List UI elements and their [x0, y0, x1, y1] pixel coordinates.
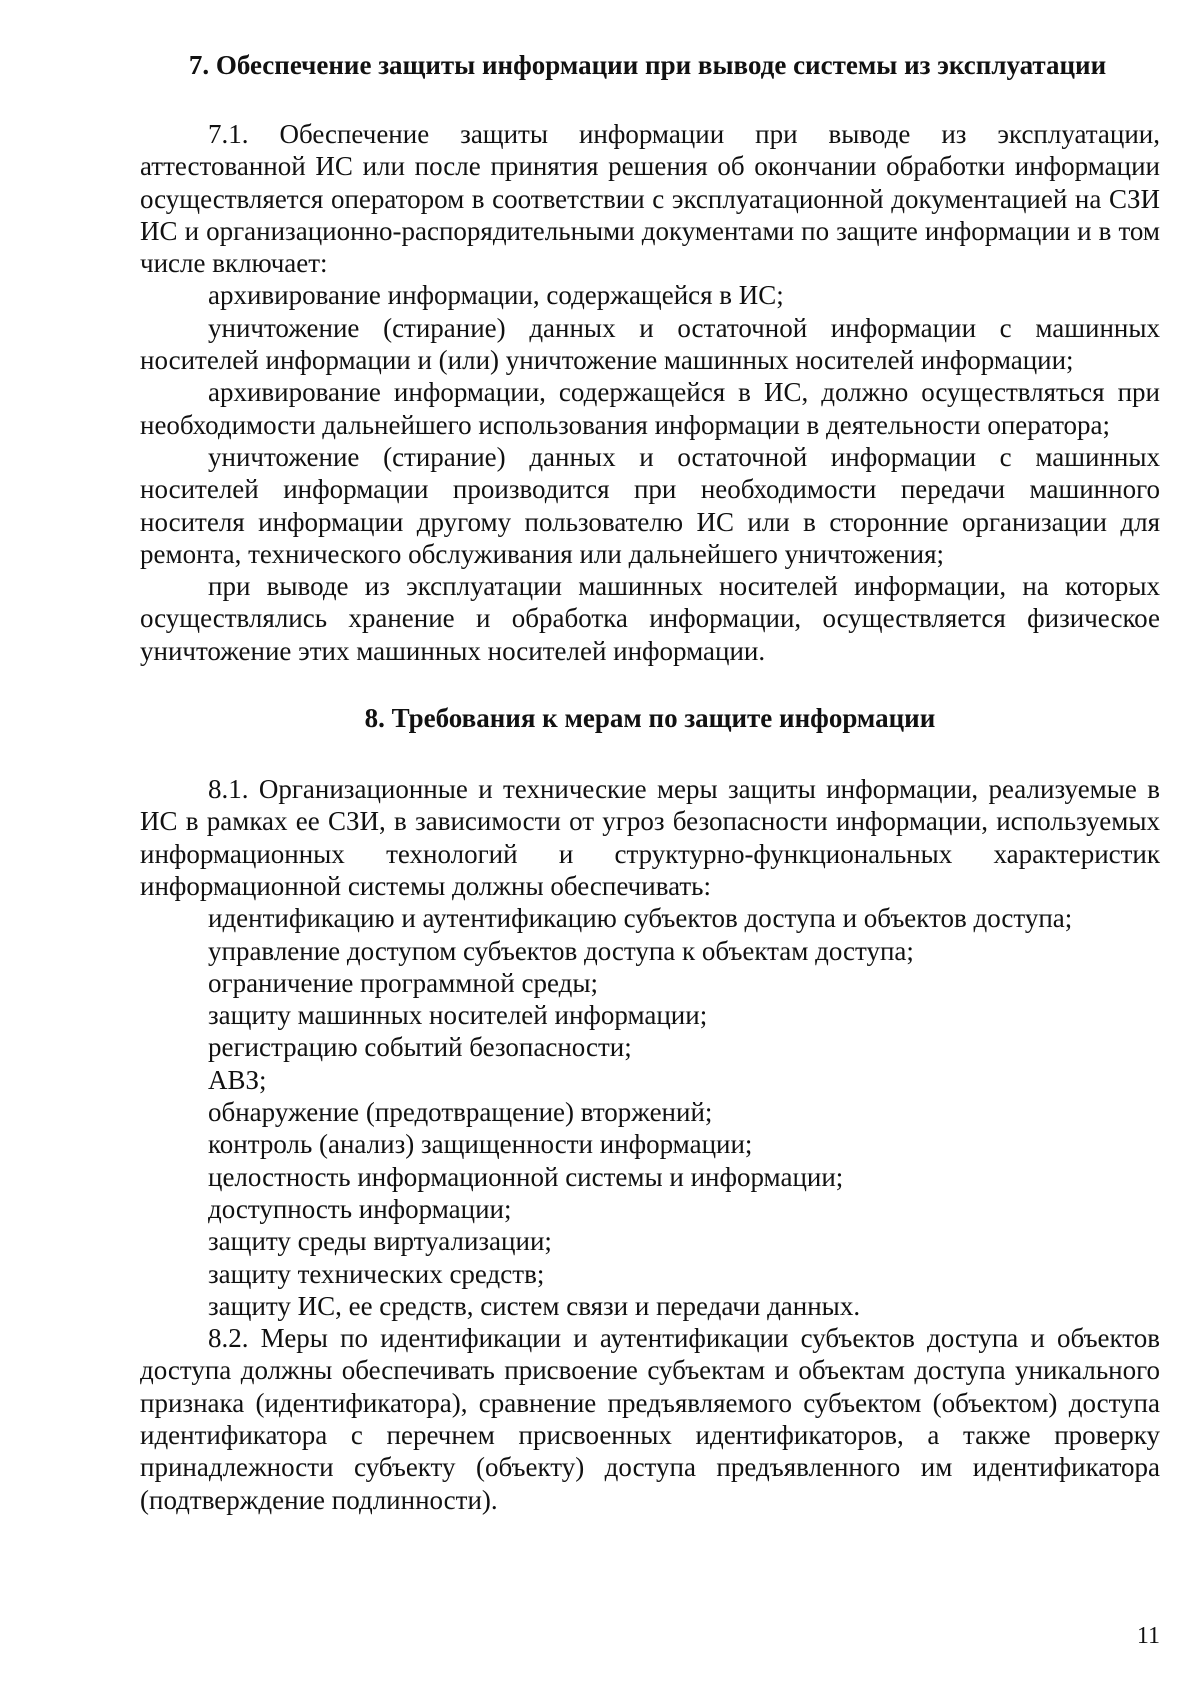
section-7-1-paragraph: 7.1. Обеспечение защиты информации при выводе из эксплуатации, аттестованной ИС или после принятия решения об окончании обработки информации осуществляется оператором в соответствии с эксплуатационной документацией на СЗИ ИС и организационно-распорядительными документами по защите информации и в том числе включает:	[140, 119, 1160, 279]
page-number: 11	[1136, 1623, 1160, 1649]
section-8-2-paragraph: 8.2. Меры по идентификации и аутентификации субъектов доступа и объектов доступа должны обеспечивать присвоение субъектам и объектам доступа уникального признака (идентификатора), сравнение предъявляемого субъектом (объектом) доступа идентификатора с перечнем присвоенных идентификаторов, а также проверку принадлежности субъекту (объекту) доступа предъявленного им идентификатора (подтверждение подлинности).	[140, 1323, 1160, 1515]
section-8-1-measures-list	[140, 902, 1160, 1322]
measure-list-item: идентификацию и аутентификацию субъектов доступа и объектов доступа;	[208, 903, 1073, 934]
section-7-list-item: при выводе из эксплуатации машинных носителей информации, на которых осуществлялись хранение и обработка информации, осуществляется физическое уничтожение этих машинных носителей информации.	[140, 571, 1160, 666]
measure-list-item: защиту ИС, ее средств, систем связи и передачи данных.	[208, 1290, 861, 1321]
section-7-list-item: уничтожение (стирание) данных и остаточной информации с машинных носителей информации и (или) уничтожение машинных носителей информации;	[140, 312, 1160, 376]
measure-list-item: управление доступом субъектов доступа к объектам доступа;	[208, 935, 914, 966]
measure-list-item: АВЗ;	[208, 1064, 267, 1095]
document-page	[140, 48, 1160, 1516]
measure-list-item: целостность информационной системы и информации;	[208, 1161, 844, 1192]
measure-list-item: защиту технических средств;	[208, 1258, 545, 1289]
measure-list-item: защиту среды виртуализации;	[208, 1226, 552, 1257]
section-7-list-item: архивирование информации, содержащейся в ИС, должно осуществляться при необходимости дальнейшего использования информации в деятельности оператора;	[140, 377, 1160, 440]
measure-list-item: ограничение программной среды;	[208, 967, 598, 998]
measure-list-item: защиту машинных носителей информации;	[208, 1000, 708, 1031]
measure-list-item: регистрацию событий безопасности;	[208, 1032, 632, 1063]
section-8-heading: 8. Требования к мерам по защите информации	[364, 703, 936, 734]
measure-list-item: доступность информации;	[208, 1193, 512, 1224]
section-7-heading: 7. Обеспечение защиты информации при выводе системы из эксплуатации	[188, 50, 1107, 80]
section-8-1-paragraph: 8.1. Организационные и технические меры защиты информации, реализуемые в ИС в рамках ее СЗИ, в зависимости от угроз безопасности информации, используемых информационных технологий и структурно-функциональных характеристик информационной системы должны обеспечивать:	[140, 774, 1160, 901]
section-7-list-item: архивирование информации, содержащейся в ИС;	[208, 280, 784, 311]
measure-list-item: обнаружение (предотвращение) вторжений;	[208, 1097, 713, 1128]
section-7-list-item: уничтожение (стирание) данных и остаточной информации с машинных носителей информации производится при необходимости передачи машинного носителя информации другому пользователю ИС или в сторонние организации для ремонта, технического обслуживания или дальнейшего уничтожения;	[140, 441, 1160, 569]
measure-list-item: контроль (анализ) защищенности информации;	[208, 1129, 753, 1160]
